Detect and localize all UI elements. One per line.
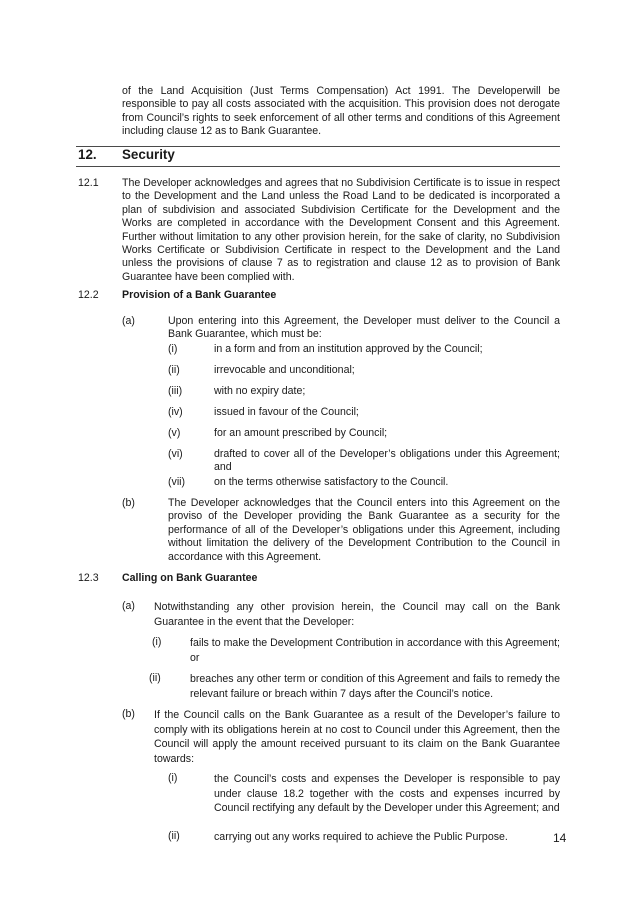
intro-paragraph: of the Land Acquisition (Just Terms Compensation) Act 1991. The Developerwill be responsible to pay all costs associated with the acquisition. This provision does not derogate from Council’s rights to seek enforcement of all other terms and conditions of this Agreement including clause 12 as to Bank Guarantee. — [122, 85, 560, 138]
section-number: 12. — [78, 147, 97, 162]
list-item-text: in a form and from an institution approved by the Council; — [214, 343, 483, 355]
clause-12-2-b-label: (b) — [122, 497, 135, 509]
clause-12-3-title: Calling on Bank Guarantee — [122, 572, 258, 584]
clause-12-1-number: 12.1 — [78, 177, 99, 189]
list-item-label: (vii) — [168, 476, 186, 488]
clause-12-2-a-text: Upon entering into this Agreement, the Developer must deliver to the Council a Bank Guarantee, which must be: — [168, 315, 560, 341]
list-item-text: for an amount prescribed by Council; — [214, 427, 388, 439]
clause-12-2-b-text: The Developer acknowledges that the Council enters into this Agreement on the proviso of the Developer providing the Bank Guarantee as a security for the performance of all of the Developer’s obligations under this Agreement, including without limitation the delivery of the Development Contribution to the Council in accordance with this Agreement. — [168, 497, 560, 563]
list-item-text: with no expiry date; — [214, 385, 306, 397]
clause-12-2-number: 12.2 — [78, 289, 99, 301]
list-item-text: the Council’s costs and expenses the Developer is responsible to pay under clause 18.2 together with the costs and expenses incurred by Council rectifying any default by the Developer under this Agreement; and — [214, 773, 560, 815]
list-item-text: fails to make the Development Contribution in accordance with this Agreement; or — [190, 637, 560, 664]
clause-12-3-b-text: If the Council calls on the Bank Guarantee as a result of the Developer’s failure to comply with its obligations herein at no cost to Council under this Agreement, then the Council will apply the amount received pursuant to its claim on the Bank Guarantee towards: — [154, 709, 560, 765]
list-item-text: carrying out any works required to achieve the Public Purpose. — [214, 831, 508, 843]
list-item-label: (ii) — [168, 364, 180, 376]
clause-12-3-number: 12.3 — [78, 572, 99, 584]
page-number: 14 — [553, 831, 567, 845]
list-item-label: (v) — [168, 427, 181, 439]
list-item-text: breaches any other term or condition of this Agreement and fails to remedy the relevant failure or breach within 7 days after the Council’s notice. — [190, 673, 560, 700]
heading-bottom-rule — [76, 166, 560, 167]
list-item-text: on the terms otherwise satisfactory to the Council. — [214, 476, 449, 488]
clause-12-1-text: The Developer acknowledges and agrees that no Subdivision Certificate is to issue in respect to the Development and the Land unless the Road Land to be dedicated is incorporated a plan of subdivision and associated Subdivision Certificate for the Development and the Works are completed in accordance with the Development Consent and this Agreement. Further without limitation to any other provision herein, for the sake of clarity, no Subdivision Works Certificate or Subdivision Certificate in respect to the Development and the Land unless the provisions of clause 7 as to registration and clause 12 as to provision of Bank Guarantee have been complied with. — [122, 177, 560, 283]
section-title: Security — [122, 147, 175, 162]
clause-12-3-b-label: (b) — [122, 708, 135, 720]
heading-top-rule — [76, 146, 560, 147]
list-item-text: drafted to cover all of the Developer’s obligations under this Agreement; and — [214, 448, 560, 474]
list-item-label: (iii) — [168, 385, 183, 397]
clause-12-3-a-label: (a) — [122, 600, 135, 612]
list-item-label: (i) — [168, 772, 178, 784]
list-item-label: (iv) — [168, 406, 183, 418]
clause-12-3-a-text: Notwithstanding any other provision herein, the Council may call on the Bank Guarantee in the event that the Developer: — [154, 601, 560, 628]
list-item-text: irrevocable and unconditional; — [214, 364, 355, 376]
list-item-label: (i) — [168, 343, 178, 355]
list-item-label: (ii) — [168, 830, 180, 842]
list-item-text: issued in favour of the Council; — [214, 406, 359, 418]
clause-12-2-a-label: (a) — [122, 315, 135, 327]
clause-12-2-title: Provision of a Bank Guarantee — [122, 289, 277, 301]
list-item-label: (i) — [152, 636, 162, 648]
list-item-label: (vi) — [168, 448, 183, 460]
list-item-label: (ii) — [149, 672, 161, 684]
